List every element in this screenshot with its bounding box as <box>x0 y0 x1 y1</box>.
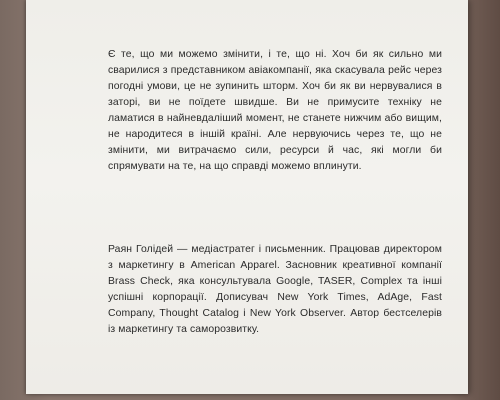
author-bio-paragraph: Раян Голідей — медіастратег і письменник. Працював директором з маркетингу в American Apparel. Засновник креативної компанії Brass Check, яка консультувала Google, TASER, Complex та інші успішні корпорації. Дописувач New York Times, AdAge, Fast Company, Thought Catalog і New York Observer. Автор бестселерів із маркетингу та саморозвитку. <box>108 244 442 335</box>
book-back-cover <box>26 0 468 394</box>
quote-paragraph: Є те, що ми можемо змінити, і те, що ні. Хоч би як сильно ми сварилися з представником авіакомпанії, яка скасувала рейс через погодні умови, це не зупинить шторм. Хоч би як ви нервувалися в заторі, ви не поїдете швидше. Ви не примусите техніку не ламатися в найневдаліший момент, не станете нижчим або вищим, не народитеся в іншій країні. Але нервуючись через те, що не змінити, ми витрачаємо сили, ресурси й час, які могли би спрямувати на те, на що справді можемо вплинути. <box>108 49 442 172</box>
